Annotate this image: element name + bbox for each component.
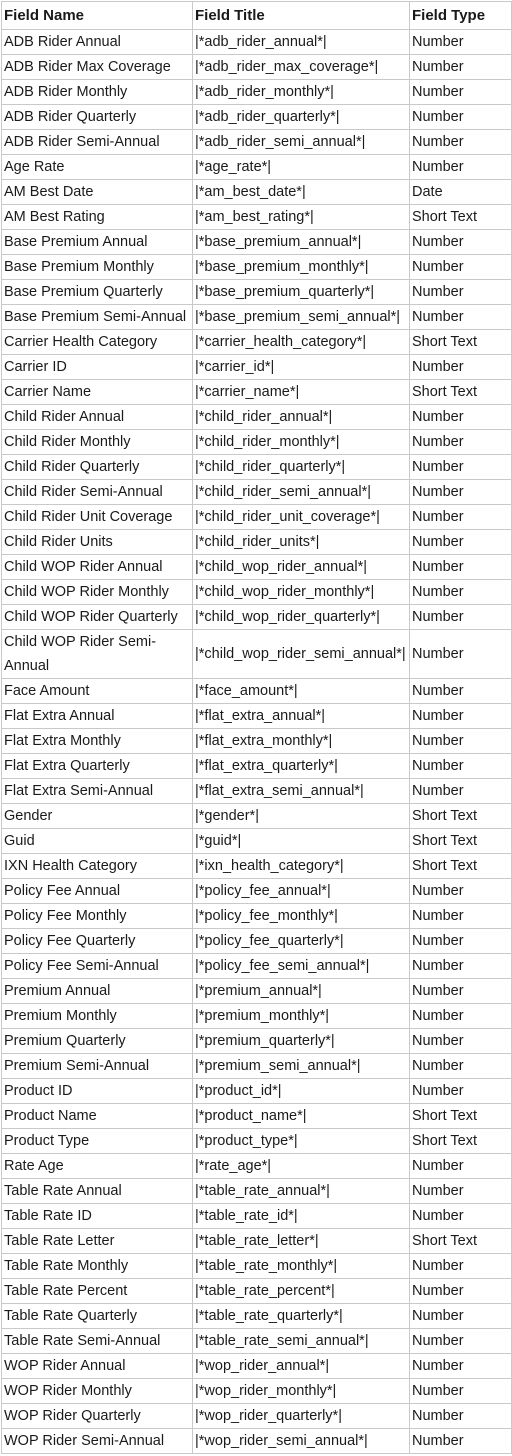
cell-field-title: |*premium_annual*|: [193, 979, 410, 1004]
table-row: [2, 630, 512, 679]
cell-field-title: |*table_rate_quarterly*|: [193, 1304, 410, 1329]
cell-field-title: |*am_best_date*|: [193, 180, 410, 205]
cell-field-type: Number: [410, 879, 512, 904]
cell-field-name: Policy Fee Monthly: [2, 904, 193, 929]
cell-field-title: |*flat_extra_semi_annual*|: [193, 779, 410, 804]
cell-field-title: |*table_rate_semi_annual*|: [193, 1329, 410, 1354]
table-row: [2, 1129, 512, 1154]
cell-field-type: Number: [410, 979, 512, 1004]
cell-field-title: |*face_amount*|: [193, 679, 410, 704]
cell-field-type: Number: [410, 255, 512, 280]
cell-field-type: Number: [410, 1179, 512, 1204]
cell-field-type: Short Text: [410, 829, 512, 854]
cell-field-title: |*child_wop_rider_monthly*|: [193, 580, 410, 605]
cell-field-title: |*base_premium_annual*|: [193, 230, 410, 255]
cell-field-type: Number: [410, 30, 512, 55]
cell-field-type: Short Text: [410, 205, 512, 230]
cell-field-name: ADB Rider Semi-Annual: [2, 130, 193, 155]
cell-field-title: |*child_rider_unit_coverage*|: [193, 505, 410, 530]
cell-field-name: Child Rider Units: [2, 530, 193, 555]
table-row: [2, 879, 512, 904]
cell-field-name: Carrier ID: [2, 355, 193, 380]
cell-field-type: Number: [410, 1204, 512, 1229]
table-row: [2, 455, 512, 480]
cell-field-name: Guid: [2, 829, 193, 854]
cell-field-name: Age Rate: [2, 155, 193, 180]
cell-field-title: |*am_best_rating*|: [193, 205, 410, 230]
cell-field-type: Number: [410, 1079, 512, 1104]
table-row: [2, 505, 512, 530]
table-row: [2, 1029, 512, 1054]
cell-field-name: Child WOP Rider Monthly: [2, 580, 193, 605]
cell-field-title: |*premium_monthly*|: [193, 1004, 410, 1029]
cell-field-name: Flat Extra Semi-Annual: [2, 779, 193, 804]
table-row: [2, 954, 512, 979]
table-row: [2, 130, 512, 155]
table-row: [2, 1254, 512, 1279]
table-row: [2, 555, 512, 580]
cell-field-title: |*adb_rider_monthly*|: [193, 80, 410, 105]
cell-field-type: Number: [410, 305, 512, 330]
table-row: [2, 80, 512, 105]
cell-field-name: Policy Fee Annual: [2, 879, 193, 904]
cell-field-title: |*table_rate_id*|: [193, 1204, 410, 1229]
table-row: [2, 1404, 512, 1429]
cell-field-name: Child Rider Semi-Annual: [2, 480, 193, 505]
cell-field-name: Premium Monthly: [2, 1004, 193, 1029]
cell-field-name: Base Premium Semi-Annual: [2, 305, 193, 330]
cell-field-type: Short Text: [410, 854, 512, 879]
cell-field-type: Number: [410, 1054, 512, 1079]
cell-field-type: Number: [410, 105, 512, 130]
cell-field-title: |*product_id*|: [193, 1079, 410, 1104]
table-row: [2, 1004, 512, 1029]
table-row: [2, 155, 512, 180]
cell-field-title: |*rate_age*|: [193, 1154, 410, 1179]
cell-field-title: |*premium_semi_annual*|: [193, 1054, 410, 1079]
table-row: [2, 929, 512, 954]
cell-field-name: Product Name: [2, 1104, 193, 1129]
cell-field-title: |*carrier_health_category*|: [193, 330, 410, 355]
table-row: [2, 105, 512, 130]
cell-field-type: Number: [410, 1354, 512, 1379]
table-row: [2, 1079, 512, 1104]
cell-field-name: Child WOP Rider Quarterly: [2, 605, 193, 630]
cell-field-name: Table Rate Percent: [2, 1279, 193, 1304]
table-row: [2, 804, 512, 829]
cell-field-name: Flat Extra Quarterly: [2, 754, 193, 779]
cell-field-title: |*wop_rider_semi_annual*|: [193, 1429, 410, 1454]
cell-field-title: |*policy_fee_monthly*|: [193, 904, 410, 929]
cell-field-title: |*guid*|: [193, 829, 410, 854]
cell-field-title: |*adb_rider_annual*|: [193, 30, 410, 55]
cell-field-title: |*table_rate_percent*|: [193, 1279, 410, 1304]
cell-field-title: |*ixn_health_category*|: [193, 854, 410, 879]
cell-field-name: Face Amount: [2, 679, 193, 704]
table-row: [2, 380, 512, 405]
cell-field-name: AM Best Rating: [2, 205, 193, 230]
cell-field-name: ADB Rider Max Coverage: [2, 55, 193, 80]
cell-field-type: Number: [410, 1254, 512, 1279]
table-row: [2, 1054, 512, 1079]
table-row: [2, 829, 512, 854]
table-row: [2, 480, 512, 505]
cell-field-type: Short Text: [410, 330, 512, 355]
cell-field-name: Table Rate Letter: [2, 1229, 193, 1254]
cell-field-type: Number: [410, 904, 512, 929]
table-row: [2, 405, 512, 430]
cell-field-title: |*policy_fee_semi_annual*|: [193, 954, 410, 979]
cell-field-title: |*gender*|: [193, 804, 410, 829]
table-row: [2, 430, 512, 455]
table-row: [2, 679, 512, 704]
cell-field-title: |*carrier_name*|: [193, 380, 410, 405]
table-row: [2, 580, 512, 605]
fields-table: [1, 1, 512, 1454]
table-row: [2, 30, 512, 55]
cell-field-type: Number: [410, 1029, 512, 1054]
cell-field-type: Number: [410, 729, 512, 754]
cell-field-title: |*age_rate*|: [193, 155, 410, 180]
cell-field-type: Number: [410, 80, 512, 105]
table-row: [2, 1204, 512, 1229]
table-row: [2, 1429, 512, 1454]
cell-field-type: Number: [410, 1329, 512, 1354]
table-row: [2, 979, 512, 1004]
cell-field-title: |*policy_fee_annual*|: [193, 879, 410, 904]
table-row: [2, 330, 512, 355]
cell-field-type: Number: [410, 430, 512, 455]
cell-field-type: Short Text: [410, 1229, 512, 1254]
cell-field-type: Number: [410, 1304, 512, 1329]
cell-field-name: WOP Rider Annual: [2, 1354, 193, 1379]
table-body: [2, 30, 512, 1454]
cell-field-type: Number: [410, 355, 512, 380]
cell-field-title: |*flat_extra_quarterly*|: [193, 754, 410, 779]
cell-field-name: Gender: [2, 804, 193, 829]
table-row: [2, 1304, 512, 1329]
table-row: [2, 1104, 512, 1129]
cell-field-title: |*child_wop_rider_quarterly*|: [193, 605, 410, 630]
cell-field-type: Number: [410, 505, 512, 530]
cell-field-name: Flat Extra Annual: [2, 704, 193, 729]
cell-field-type: Number: [410, 929, 512, 954]
cell-field-type: Number: [410, 1429, 512, 1454]
cell-field-name: Carrier Name: [2, 380, 193, 405]
cell-field-title: |*base_premium_semi_annual*|: [193, 305, 410, 330]
cell-field-name: WOP Rider Quarterly: [2, 1404, 193, 1429]
cell-field-title: |*wop_rider_monthly*|: [193, 1379, 410, 1404]
cell-field-name: Child Rider Unit Coverage: [2, 505, 193, 530]
table-row: [2, 605, 512, 630]
table-row: [2, 904, 512, 929]
cell-field-title: |*child_rider_units*|: [193, 530, 410, 555]
cell-field-title: |*child_wop_rider_semi_annual*|: [193, 630, 410, 679]
cell-field-name: Premium Annual: [2, 979, 193, 1004]
cell-field-title: |*base_premium_monthly*|: [193, 255, 410, 280]
cell-field-title: |*premium_quarterly*|: [193, 1029, 410, 1054]
cell-field-title: |*child_rider_quarterly*|: [193, 455, 410, 480]
cell-field-name: Premium Quarterly: [2, 1029, 193, 1054]
table-row: [2, 1279, 512, 1304]
table-row: [2, 1229, 512, 1254]
table-row: [2, 1154, 512, 1179]
table-row: [2, 55, 512, 80]
cell-field-name: Base Premium Annual: [2, 230, 193, 255]
table-row: [2, 180, 512, 205]
table-row: [2, 355, 512, 380]
table-row: [2, 280, 512, 305]
cell-field-type: Short Text: [410, 804, 512, 829]
cell-field-title: |*child_wop_rider_annual*|: [193, 555, 410, 580]
cell-field-name: Child WOP Rider Annual: [2, 555, 193, 580]
cell-field-type: Number: [410, 230, 512, 255]
cell-field-type: Number: [410, 455, 512, 480]
cell-field-name: Table Rate Semi-Annual: [2, 1329, 193, 1354]
cell-field-type: Number: [410, 55, 512, 80]
cell-field-name: ADB Rider Quarterly: [2, 105, 193, 130]
cell-field-title: |*adb_rider_semi_annual*|: [193, 130, 410, 155]
cell-field-type: Short Text: [410, 1129, 512, 1154]
cell-field-title: |*base_premium_quarterly*|: [193, 280, 410, 305]
cell-field-name: ADB Rider Annual: [2, 30, 193, 55]
cell-field-type: Number: [410, 405, 512, 430]
cell-field-title: |*table_rate_monthly*|: [193, 1254, 410, 1279]
cell-field-type: Number: [410, 630, 512, 679]
header-field-type: Field Type: [410, 2, 512, 30]
cell-field-type: Number: [410, 704, 512, 729]
cell-field-type: Date: [410, 180, 512, 205]
table-row: [2, 729, 512, 754]
cell-field-type: Number: [410, 779, 512, 804]
cell-field-type: Number: [410, 754, 512, 779]
cell-field-name: Base Premium Monthly: [2, 255, 193, 280]
cell-field-name: Carrier Health Category: [2, 330, 193, 355]
table-row: [2, 1179, 512, 1204]
table-row: [2, 754, 512, 779]
table-row: [2, 779, 512, 804]
cell-field-type: Number: [410, 605, 512, 630]
cell-field-type: Short Text: [410, 1104, 512, 1129]
cell-field-name: Child Rider Quarterly: [2, 455, 193, 480]
cell-field-name: Product ID: [2, 1079, 193, 1104]
table-row: [2, 854, 512, 879]
table-row: [2, 305, 512, 330]
cell-field-type: Number: [410, 580, 512, 605]
cell-field-type: Number: [410, 1279, 512, 1304]
cell-field-type: Number: [410, 280, 512, 305]
cell-field-name: Premium Semi-Annual: [2, 1054, 193, 1079]
cell-field-title: |*adb_rider_max_coverage*|: [193, 55, 410, 80]
cell-field-name: Table Rate Quarterly: [2, 1304, 193, 1329]
cell-field-title: |*table_rate_letter*|: [193, 1229, 410, 1254]
cell-field-type: Number: [410, 130, 512, 155]
cell-field-title: |*policy_fee_quarterly*|: [193, 929, 410, 954]
cell-field-name: AM Best Date: [2, 180, 193, 205]
table-row: [2, 704, 512, 729]
cell-field-title: |*flat_extra_annual*|: [193, 704, 410, 729]
cell-field-type: Number: [410, 480, 512, 505]
table-row: [2, 255, 512, 280]
cell-field-type: Short Text: [410, 380, 512, 405]
header-field-title: Field Title: [193, 2, 410, 30]
cell-field-name: Policy Fee Quarterly: [2, 929, 193, 954]
cell-field-name: Table Rate ID: [2, 1204, 193, 1229]
table-row: [2, 1354, 512, 1379]
cell-field-type: Number: [410, 954, 512, 979]
cell-field-title: |*table_rate_annual*|: [193, 1179, 410, 1204]
cell-field-type: Number: [410, 679, 512, 704]
table-row: [2, 205, 512, 230]
cell-field-type: Number: [410, 1379, 512, 1404]
table-row: [2, 230, 512, 255]
cell-field-type: Number: [410, 1404, 512, 1429]
cell-field-name: Base Premium Quarterly: [2, 280, 193, 305]
cell-field-title: |*adb_rider_quarterly*|: [193, 105, 410, 130]
cell-field-title: |*product_name*|: [193, 1104, 410, 1129]
cell-field-name: ADB Rider Monthly: [2, 80, 193, 105]
header-field-name: Field Name: [2, 2, 193, 30]
cell-field-title: |*child_rider_semi_annual*|: [193, 480, 410, 505]
cell-field-name: IXN Health Category: [2, 854, 193, 879]
cell-field-name: Policy Fee Semi-Annual: [2, 954, 193, 979]
cell-field-name: WOP Rider Monthly: [2, 1379, 193, 1404]
cell-field-title: |*flat_extra_monthly*|: [193, 729, 410, 754]
cell-field-title: |*child_rider_annual*|: [193, 405, 410, 430]
cell-field-name: Flat Extra Monthly: [2, 729, 193, 754]
cell-field-type: Number: [410, 555, 512, 580]
cell-field-name: Table Rate Monthly: [2, 1254, 193, 1279]
cell-field-title: |*product_type*|: [193, 1129, 410, 1154]
cell-field-title: |*wop_rider_quarterly*|: [193, 1404, 410, 1429]
cell-field-title: |*child_rider_monthly*|: [193, 430, 410, 455]
cell-field-type: Number: [410, 1154, 512, 1179]
cell-field-name: WOP Rider Semi-Annual: [2, 1429, 193, 1454]
cell-field-title: |*wop_rider_annual*|: [193, 1354, 410, 1379]
cell-field-name: Child Rider Monthly: [2, 430, 193, 455]
cell-field-name: Child WOP Rider Semi-Annual: [2, 630, 193, 679]
cell-field-type: Number: [410, 155, 512, 180]
cell-field-type: Number: [410, 530, 512, 555]
cell-field-title: |*carrier_id*|: [193, 355, 410, 380]
table-row: [2, 1329, 512, 1354]
table-row: [2, 530, 512, 555]
cell-field-type: Number: [410, 1004, 512, 1029]
cell-field-name: Child Rider Annual: [2, 405, 193, 430]
cell-field-name: Product Type: [2, 1129, 193, 1154]
table-row: [2, 1379, 512, 1404]
header-row: [2, 2, 512, 30]
cell-field-name: Rate Age: [2, 1154, 193, 1179]
table-header: [2, 2, 512, 30]
cell-field-name: Table Rate Annual: [2, 1179, 193, 1204]
